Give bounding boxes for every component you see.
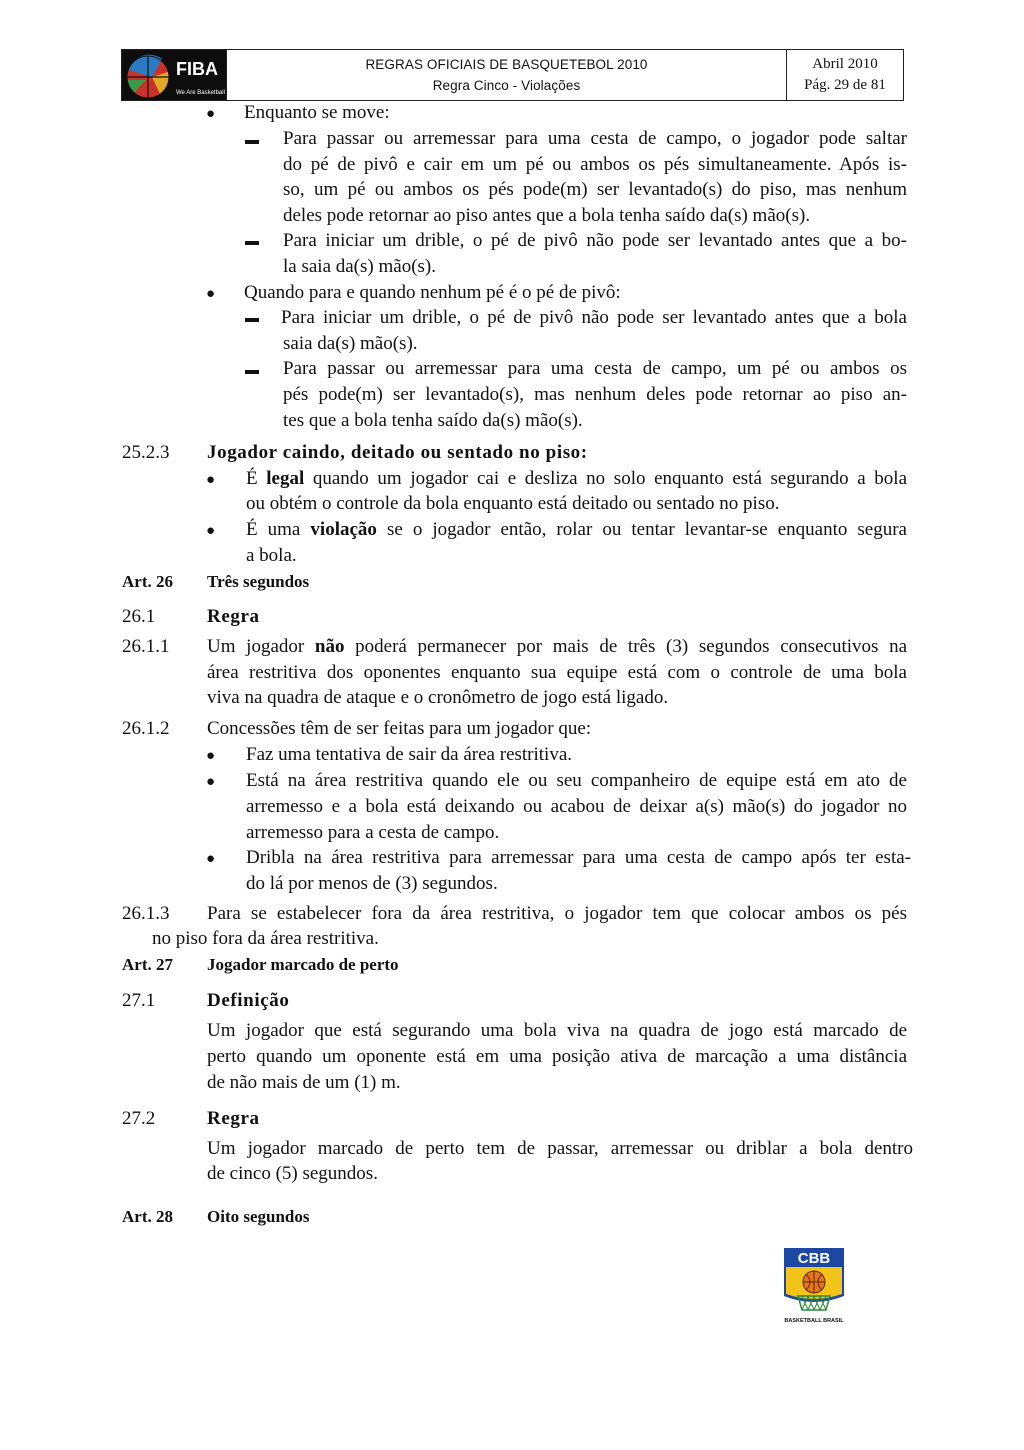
article-title: Três segundos: [207, 572, 310, 591]
document-title: REGRAS OFICIAIS DE BASQUETEBOL 2010: [365, 57, 648, 72]
svg-text:BASKETBALL BRASIL: BASKETBALL BRASIL: [784, 1318, 844, 1324]
paragraph-line: pés pode(m) ser levantado(s), mas nenhum deles pode retornar ao piso an-: [283, 384, 907, 405]
section-number: 26.1.2: [122, 718, 170, 739]
dash-icon: [245, 140, 259, 144]
paragraph-line: de não mais de um (1) m.: [207, 1072, 401, 1093]
paragraph-line: perto quando um oponente está em uma posição ativa de marcação a uma distância: [207, 1046, 907, 1067]
paragraph-line: área restritiva dos oponentes enquanto sua equipe está com o controle de uma bola: [207, 662, 907, 683]
section-number: 27.1: [122, 990, 156, 1011]
bullet-icon: ●: [206, 286, 216, 302]
paragraph-line: la saia da(s) mão(s).: [283, 256, 436, 277]
article-number: Art. 28: [122, 1207, 173, 1226]
paragraph-line: Um jogador que está segurando uma bola viva na quadra de jogo está marcado de: [207, 1020, 907, 1041]
paragraph-line: de cinco (5) segundos.: [207, 1163, 378, 1184]
section-title: Regra: [207, 1108, 260, 1129]
svg-text:FIBA: FIBA: [176, 59, 218, 79]
paragraph-line: viva na quadra de ataque e o cronômetro de jogo está ligado.: [207, 687, 669, 708]
paragraph-line: arremesso para a cesta de campo.: [246, 822, 500, 843]
header-title-block: [227, 50, 787, 100]
paragraph-line: Para passar ou arremessar para uma cesta de campo, um pé ou ambos os: [283, 358, 907, 379]
paragraph-line: Para se estabelecer fora da área restritiva, o jogador tem que colocar ambos os pés: [207, 903, 907, 924]
section-number: 26.1: [122, 606, 156, 627]
bullet-icon: ●: [206, 472, 216, 488]
article-number: Art. 26: [122, 572, 173, 591]
header-meta: [787, 50, 903, 100]
paragraph-line: a bola.: [246, 545, 297, 566]
article-number: Art. 27: [122, 955, 173, 974]
bullet-icon: ●: [206, 106, 216, 122]
bullet-icon: ●: [206, 748, 216, 764]
section-title: Definição: [207, 990, 290, 1011]
bullet-icon: ●: [206, 851, 216, 867]
svg-text:We Are Basketball: We Are Basketball: [176, 90, 225, 96]
list-item-heading: Quando para e quando nenhum pé é o pé de pivô:: [244, 282, 621, 303]
article-title: Jogador marcado de perto: [207, 955, 399, 974]
paragraph-line: deles pode retornar ao piso antes que a bola tenha saído da(s) mão(s).: [283, 205, 811, 226]
dash-icon: [245, 370, 259, 374]
document-date: Abril 2010: [812, 56, 878, 72]
paragraph-line: Um jogador não poderá permanecer por mais de três (3) segundos consecutivos na: [207, 636, 907, 657]
paragraph-line: Concessões têm de ser feitas para um jogador que:: [207, 718, 592, 739]
cbb-logo: [781, 1246, 847, 1326]
section-title: Jogador caindo, deitado ou sentado no piso:: [207, 442, 588, 463]
paragraph-line: É uma violação se o jogador então, rolar ou tentar levantar-se enquanto segura: [246, 519, 907, 540]
paragraph-line: ou obtém o controle da bola enquanto está deitado ou sentado no piso.: [246, 493, 780, 514]
paragraph-line: Para passar ou arremessar para uma cesta de campo, o jogador pode saltar: [283, 128, 907, 149]
paragraph-line: saia da(s) mão(s).: [283, 333, 418, 354]
section-number: 27.2: [122, 1108, 156, 1129]
page-header: [121, 49, 904, 101]
svg-text:CBB: CBB: [797, 1250, 831, 1267]
paragraph-line: Para iniciar um drible, o pé de pivô não pode ser levantado antes que a bola: [281, 307, 907, 328]
article-title: Oito segundos: [207, 1207, 310, 1226]
list-item-heading: Enquanto se move:: [244, 102, 390, 123]
paragraph-line: so, um pé ou ambos os pés pode(m) ser levantado(s) do piso, mas nenhum: [283, 179, 907, 200]
fiba-logo: [122, 50, 227, 100]
paragraph-line: Para iniciar um drible, o pé de pivô não pode ser levantado antes que a bo-: [283, 230, 907, 251]
dash-icon: [245, 241, 259, 245]
paragraph-line: Está na área restritiva quando ele ou seu companheiro de equipe está em ato de: [246, 770, 907, 791]
dash-icon: [245, 318, 259, 322]
section-title: Regra: [207, 606, 260, 627]
bullet-icon: ●: [206, 523, 216, 539]
paragraph-line: Dribla na área restritiva para arremessar para uma cesta de campo após ter esta-: [246, 847, 911, 868]
page-number: Pág. 29 de 81: [804, 77, 886, 93]
section-number: 26.1.3: [122, 903, 170, 924]
paragraph-line: É legal quando um jogador cai e desliza no solo enquanto está segurando a bola: [246, 468, 907, 489]
paragraph-line: Um jogador marcado de perto tem de passar, arremessar ou driblar a bola dentro: [207, 1138, 913, 1159]
list-item: Faz uma tentativa de sair da área restritiva.: [246, 744, 573, 765]
section-number: 26.1.1: [122, 636, 170, 657]
document-subtitle: Regra Cinco - Violações: [432, 78, 581, 93]
paragraph-line: tes que a bola tenha saído da(s) mão(s).: [283, 410, 583, 431]
paragraph-line: do pé de pivô e cair em um pé ou ambos os pés simultaneamente. Após is-: [283, 154, 907, 175]
paragraph-line: no piso fora da área restritiva.: [152, 928, 379, 949]
paragraph-line: arremesso e a bola está deixando ou acabou de deixar a(s) mão(s) do jogador no: [246, 796, 907, 817]
paragraph-line: do lá por menos de (3) segundos.: [246, 873, 498, 894]
bullet-icon: ●: [206, 774, 216, 790]
section-number: 25.2.3: [122, 442, 170, 463]
